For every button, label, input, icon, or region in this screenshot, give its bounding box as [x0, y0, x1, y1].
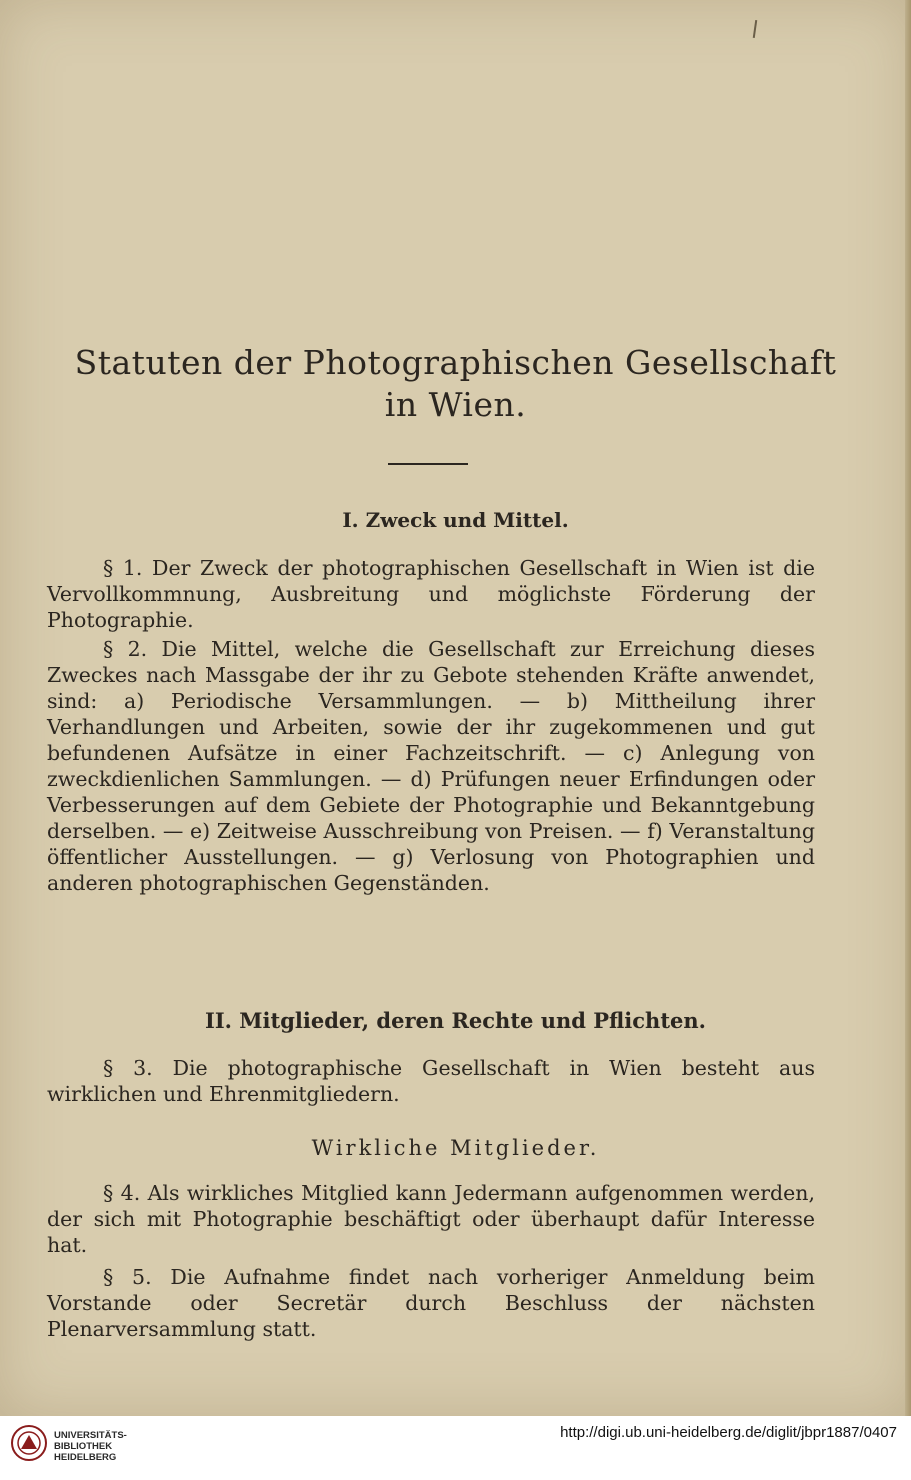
logo-line-1: UNIVERSITÄTS-: [54, 1430, 127, 1441]
library-logo-icon: [10, 1424, 48, 1462]
document-title-line-2: in Wien.: [384, 385, 527, 424]
title-divider: [388, 463, 468, 465]
paragraph-1: § 1. Der Zweck der photographischen Gesellschaft in Wien ist die Vervollkommnung, Ausbreitung und möglichste Förderung der Photographie.: [47, 556, 815, 632]
section-heading-1: I. Zweck und Mittel.: [342, 508, 569, 532]
paragraph-3: § 3. Die photographische Gesellschaft in Wien besteht aus wirklichen und Ehrenmitgliedern.: [47, 1056, 815, 1106]
paragraph-5: § 5. Die Aufnahme findet nach vorheriger Anmeldung beim Vorstande oder Secretär durch Beschluss der nächsten Plenarversammlung statt.: [47, 1265, 815, 1341]
logo-line-3: HEIDELBERG: [54, 1452, 117, 1463]
logo-line-2: BIBLIOTHEK: [54, 1441, 113, 1452]
section-heading-2: II. Mitglieder, deren Rechte und Pflichten.: [205, 1008, 706, 1033]
document-title-line-1: Statuten der Photographischen Gesellschaft: [74, 343, 837, 382]
paragraph-4: § 4. Als wirkliches Mitglied kann Jedermann aufgenommen werden, der sich mit Photographie beschäftigt oder überhaupt dafür Interesse hat.: [47, 1181, 815, 1257]
source-url-link[interactable]: http://digi.ub.uni-heidelberg.de/diglit/jbpr1887/0407: [560, 1424, 897, 1441]
page-edge: [905, 0, 911, 1416]
subsection-heading: Wirkliche Mitglieder.: [311, 1136, 600, 1160]
library-logo-text: [54, 1430, 127, 1463]
paragraph-2: § 2. Die Mittel, welche die Gesellschaft zur Erreichung dieses Zweckes nach Massgabe der ihr zu Gebote stehenden Kräfte anwendet, sind: a) Periodische Versammlungen. — b) Mittheilung ihrer Verhandlungen und Arbeiten, sowie der ihr zugekommenen und gut befundenen Aufsätze in einer Fachzeitschrift. — c) Anlegung von zweckdienlichen Sammlungen. — d) Prüfungen neuer Erfindungen oder Verbesserungen auf dem Gebiete der Photographie und Bekanntgebung derselben. — e) Zeitweise Ausschreibung von Preisen. — f) Veranstaltung öffentlicher Ausstellungen. — g) Verlosung von Photographien und anderen photographischen Gegenständen.: [47, 637, 815, 895]
